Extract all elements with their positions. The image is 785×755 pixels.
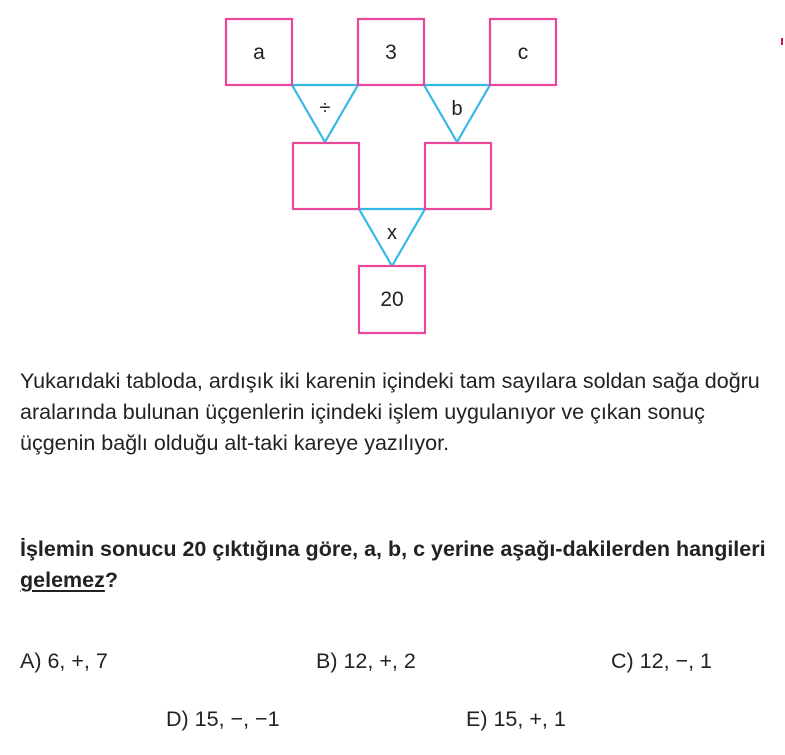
square-middle-right [425, 143, 491, 209]
square-middle-left [293, 143, 359, 209]
red-mark [781, 38, 783, 45]
question-emphasis: gelemez [20, 568, 105, 592]
label-3: 3 [385, 41, 397, 64]
label-multiply: x [387, 222, 397, 244]
operation-diagram [0, 0, 785, 345]
description-text: Yukarıdaki tabloda, ardışık iki karenin içindeki tam sayılara soldan sağa doğru aralarında bulunan üçgenlerin içindeki işlem uygulanıyor ve çıkan sonuç üçgenin bağlı olduğu alt-taki kareye yazılıyor. [20, 369, 760, 455]
label-result: 20 [380, 288, 404, 311]
option-e[interactable]: E) 15, +, 1 [466, 707, 566, 731]
question-suffix: ? [104, 568, 118, 592]
option-c[interactable]: C) 12, −, 1 [611, 649, 712, 673]
option-d[interactable]: D) 15, −, −1 [166, 707, 280, 731]
label-c: c [517, 41, 529, 64]
label-divide: ÷ [319, 97, 331, 119]
label-a: a [253, 41, 265, 64]
label-b: b [451, 98, 463, 120]
question-prefix: İşlemin sonucu 20 çıktığına göre, a, b, c yerine aşağı-dakilerden hangileri [20, 537, 766, 561]
question-text [20, 534, 770, 596]
option-a[interactable]: A) 6, +, 7 [20, 649, 108, 673]
option-b[interactable]: B) 12, +, 2 [316, 649, 416, 673]
